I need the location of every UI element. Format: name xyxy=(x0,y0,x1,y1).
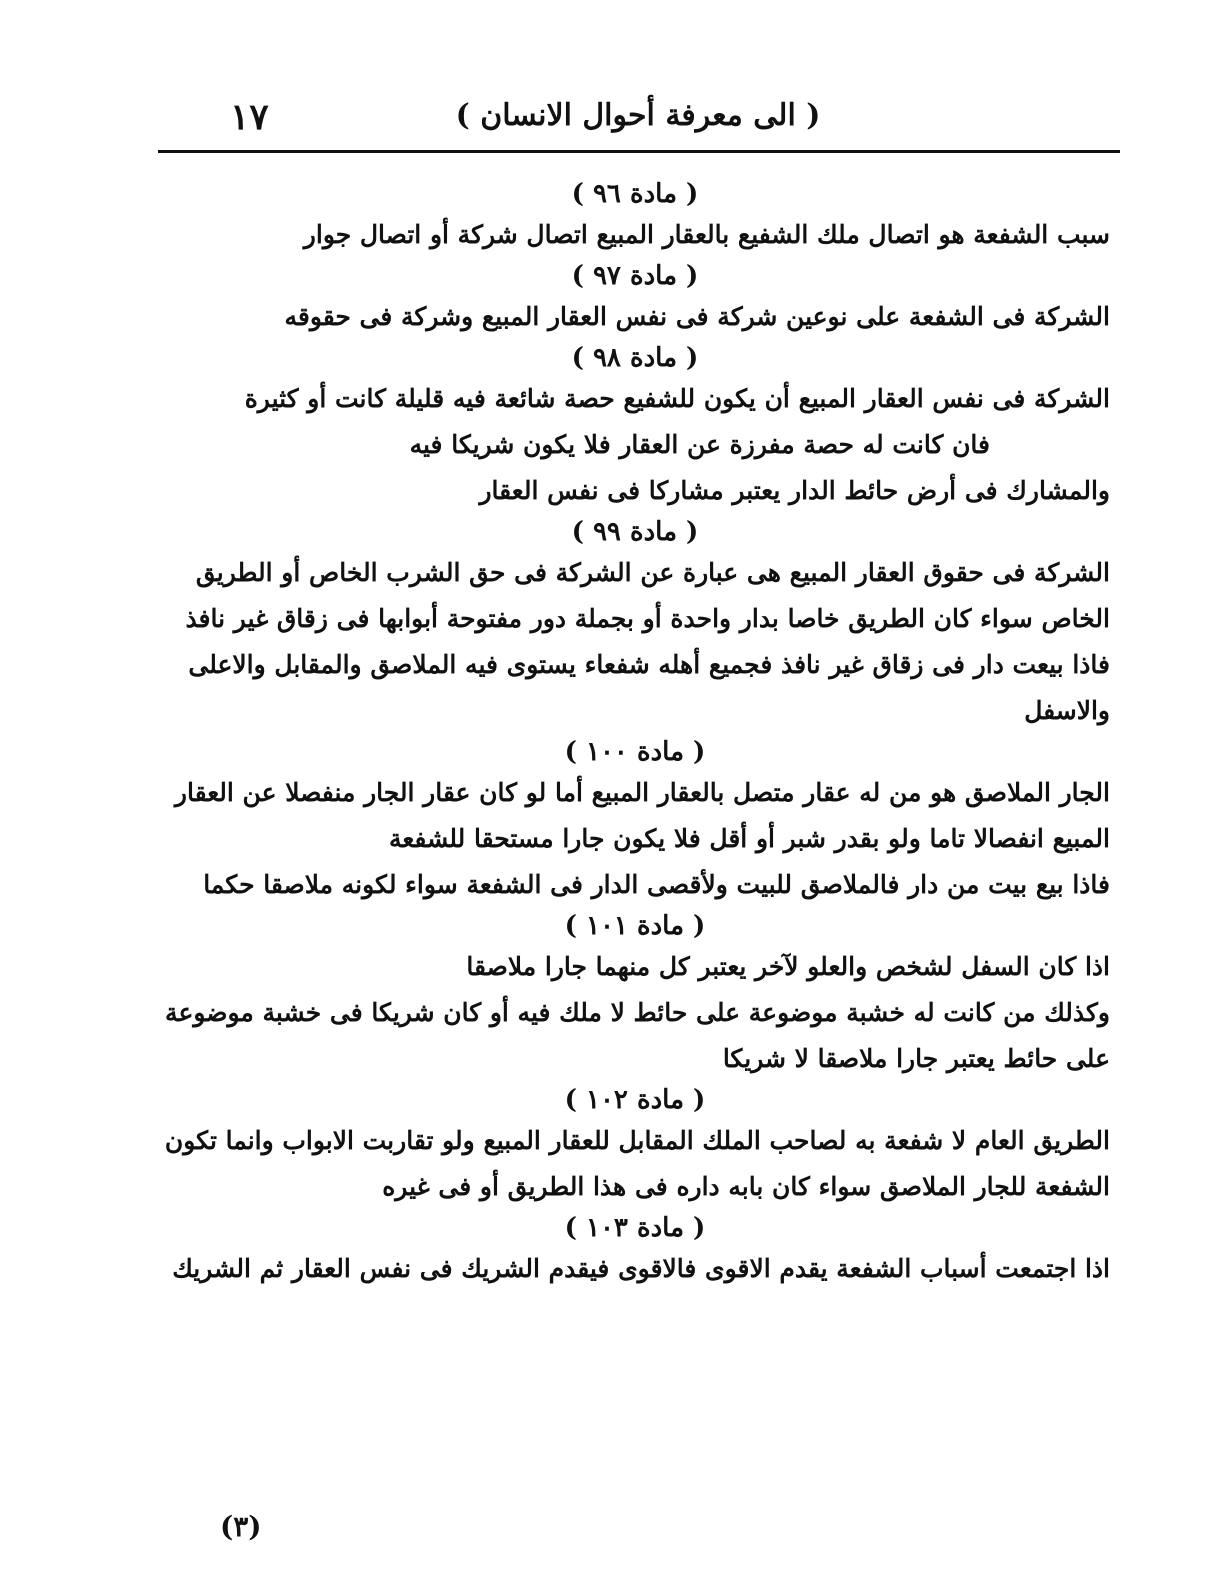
article-heading: ( مادة ٩٧ ) xyxy=(571,261,699,291)
article-text-line: الشفعة للجار الملاصق سواء كان بابه داره فى هذا الطريق أو فى غيره xyxy=(382,1172,1110,1201)
running-title: ( الى معرفة أحوال الانسان ) xyxy=(455,98,821,133)
article-heading: ( مادة ١٠١ ) xyxy=(564,911,706,941)
article-text-line: الشركة فى الشفعة على نوعين شركة فى نفس العقار المبيع وشركة فى حقوقه xyxy=(284,302,1110,331)
article-text-line: الخاص سواء كان الطريق خاصا بدار واحدة أو بجملة دور مفتوحة أبوابها فى زقاق غير نافذ xyxy=(185,604,1110,633)
article-text-line: اذا كان السفل لشخص والعلو لآخر يعتبر كل منهما جارا ملاصقا xyxy=(466,952,1110,981)
article-100 xyxy=(160,734,1110,908)
page-body xyxy=(160,176,1110,1292)
article-text-line: فاذا بيعت دار فى زقاق غير نافذ فجميع أهله شفعاء يستوى فيه الملاصق والمقابل والاعلى xyxy=(188,650,1110,679)
signature-mark: (٣) xyxy=(220,1510,262,1543)
article-text-line: فاذا بيع بيت من دار فالملاصق للبيت ولأقصى الدار فى الشفعة سواء لكونه ملاصقا حكما xyxy=(203,870,1110,899)
article-heading: ( مادة ١٠٣ ) xyxy=(564,1213,706,1243)
article-text-line: الشركة فى نفس العقار المبيع أن يكون للشفيع حصة شائعة فيه قليلة كانت أو كثيرة xyxy=(244,384,1110,413)
article-97 xyxy=(160,258,1110,340)
article-text-line: والمشارك فى أرض حائط الدار يعتبر مشاركا فى نفس العقار xyxy=(479,476,1110,505)
article-heading: ( مادة ٩٩ ) xyxy=(571,517,699,547)
article-text-line: سبب الشفعة هو اتصال ملك الشفيع بالعقار المبيع اتصال شركة أو اتصال جوار xyxy=(303,220,1110,249)
article-heading: ( مادة ١٠٢ ) xyxy=(564,1085,706,1115)
article-99 xyxy=(160,514,1110,734)
article-heading: ( مادة ١٠٠ ) xyxy=(564,737,706,767)
article-text-line: على حائط يعتبر جارا ملاصقا لا شريكا xyxy=(722,1044,1110,1073)
article-98 xyxy=(160,340,1110,514)
article-text-line: الشركة فى حقوق العقار المبيع هى عبارة عن الشركة فى حق الشرب الخاص أو الطريق xyxy=(195,558,1110,587)
page-number: ١٧ xyxy=(230,96,269,138)
article-text-line: المبيع انفصالا تاما ولو بقدر شبر أو أقل فلا يكون جارا مستحقا للشفعة xyxy=(388,824,1110,853)
article-text-line: فان كانت له حصة مفرزة عن العقار فلا يكون شريكا فيه xyxy=(409,430,990,459)
header-rule xyxy=(158,150,1120,153)
article-101 xyxy=(160,908,1110,1082)
page-header xyxy=(158,92,1118,144)
article-text-line: وكذلك من كانت له خشبة موضوعة على حائط لا ملك فيه أو كان شريكا فى خشبة موضوعة xyxy=(165,998,1110,1027)
article-heading: ( مادة ٩٦ ) xyxy=(571,179,699,209)
article-text-line: اذا اجتمعت أسباب الشفعة يقدم الاقوى فالاقوى فيقدم الشريك فى نفس العقار ثم الشريك xyxy=(172,1254,1110,1283)
article-heading: ( مادة ٩٨ ) xyxy=(571,343,699,373)
article-text-line: الطريق العام لا شفعة به لصاحب الملك المقابل للعقار المبيع ولو تقاربت الابواب وانما تكون xyxy=(164,1126,1110,1155)
article-102 xyxy=(160,1082,1110,1210)
article-96 xyxy=(160,176,1110,258)
article-text-line: الجار الملاصق هو من له عقار متصل بالعقار المبيع أما لو كان عقار الجار منفصلا عن العقار xyxy=(174,778,1110,807)
article-text-line: والاسفل xyxy=(1024,696,1110,725)
article-103 xyxy=(160,1210,1110,1292)
